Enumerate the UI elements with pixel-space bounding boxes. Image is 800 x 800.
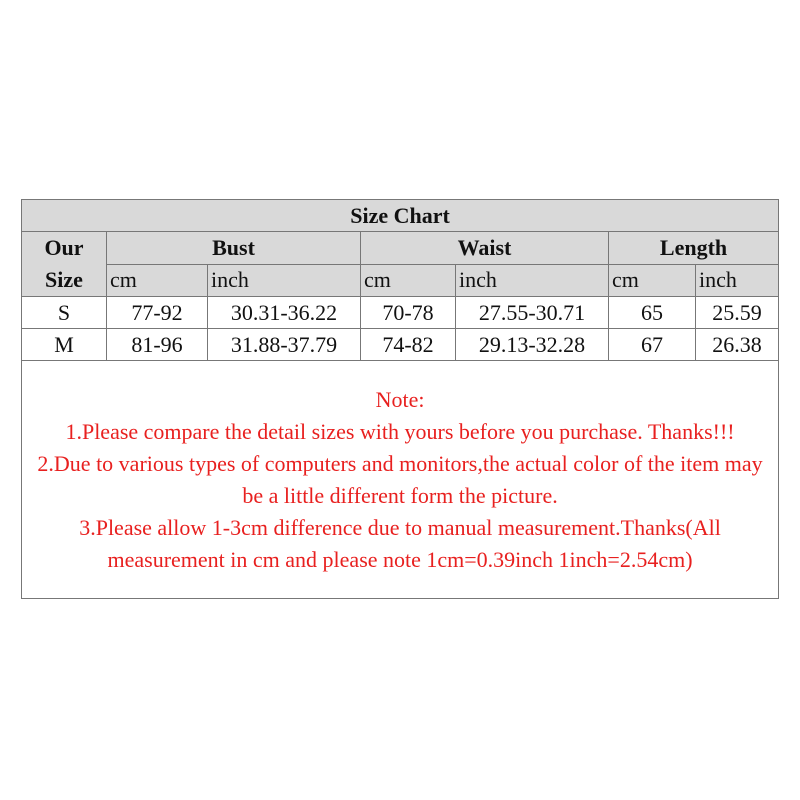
- waist-cm-header: cm: [361, 264, 456, 297]
- bust-inch-cell: 31.88-37.79: [208, 329, 361, 361]
- bust-cm-cell: 81-96: [107, 329, 208, 361]
- length-inch-header: inch: [696, 264, 779, 297]
- waist-inch-cell: 29.13-32.28: [456, 329, 609, 361]
- waist-cm-cell: 70-78: [361, 297, 456, 329]
- size-cell: S: [22, 297, 107, 329]
- note-item-1: 1.Please compare the detail sizes with yours before you purchase. Thanks!!!: [65, 418, 735, 444]
- note-item-2: 2.Due to various types of computers and monitors,the actual color of the item may be a little different form the picture.: [37, 450, 763, 508]
- our-size-header-line1: Our: [44, 235, 84, 260]
- note-item-3: 3.Please allow 1-3cm difference due to manual measurement.Thanks(All measurement in cm and please note 1cm=0.39inch 1inch=2.54cm): [79, 514, 721, 572]
- length-cm-cell: 65: [609, 297, 696, 329]
- length-inch-cell: 25.59: [696, 297, 779, 329]
- length-header: Length: [609, 232, 779, 265]
- note-heading: Note:: [375, 386, 425, 412]
- waist-cm-cell: 74-82: [361, 329, 456, 361]
- bust-cm-header: cm: [107, 264, 208, 297]
- size-cell: M: [22, 329, 107, 361]
- length-inch-cell: 26.38: [696, 329, 779, 361]
- bust-inch-header: inch: [208, 264, 361, 297]
- bust-inch-cell: 30.31-36.22: [208, 297, 361, 329]
- table-row: [22, 297, 779, 329]
- our-size-header-line2: Size: [45, 267, 83, 292]
- table-row: [22, 329, 779, 361]
- waist-inch-header: inch: [456, 264, 609, 297]
- length-cm-header: cm: [609, 264, 696, 297]
- length-cm-cell: 67: [609, 329, 696, 361]
- bust-header: Bust: [107, 232, 361, 265]
- waist-inch-cell: 27.55-30.71: [456, 297, 609, 329]
- size-chart-table: [21, 199, 779, 599]
- bust-cm-cell: 77-92: [107, 297, 208, 329]
- notes-section: [22, 361, 779, 599]
- waist-header: Waist: [361, 232, 609, 265]
- our-size-header: [22, 232, 107, 297]
- chart-title: Size Chart: [22, 200, 779, 232]
